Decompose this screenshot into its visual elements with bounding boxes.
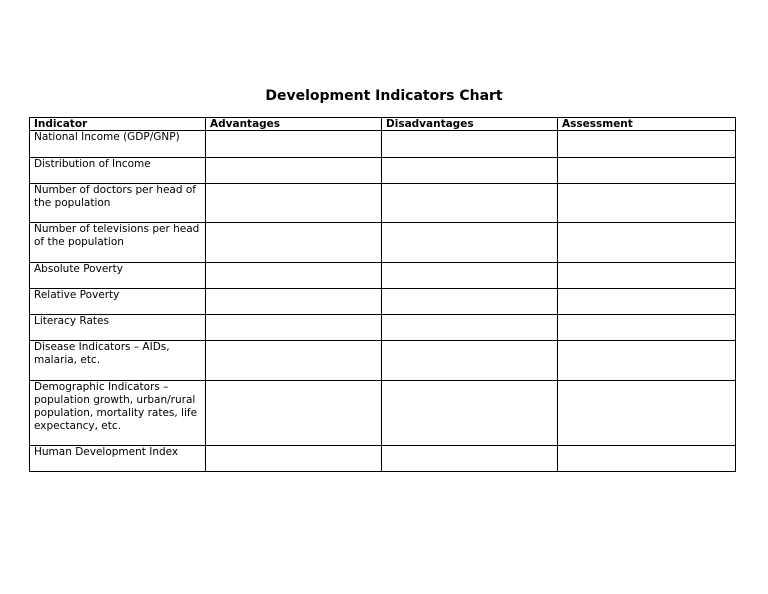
table-row bbox=[30, 315, 736, 341]
indicator-cell: Disease Indicators – AIDs, malaria, etc. bbox=[30, 341, 206, 381]
indicator-cell: Number of doctors per head of the population bbox=[30, 184, 206, 223]
advantages-cell[interactable] bbox=[206, 446, 382, 472]
advantages-cell[interactable] bbox=[206, 289, 382, 315]
advantages-cell[interactable] bbox=[206, 381, 382, 446]
table-row bbox=[30, 381, 736, 446]
assessment-cell[interactable] bbox=[558, 446, 736, 472]
table-row bbox=[30, 289, 736, 315]
table-row bbox=[30, 184, 736, 223]
disadvantages-cell[interactable] bbox=[382, 315, 558, 341]
disadvantages-cell[interactable] bbox=[382, 263, 558, 289]
assessment-cell[interactable] bbox=[558, 289, 736, 315]
indicator-cell: Relative Poverty bbox=[30, 289, 206, 315]
assessment-cell[interactable] bbox=[558, 341, 736, 381]
indicator-cell: Number of televisions per head of the population bbox=[30, 223, 206, 263]
disadvantages-cell[interactable] bbox=[382, 184, 558, 223]
header-disadvantages: Disadvantages bbox=[382, 118, 558, 131]
indicator-cell: Absolute Poverty bbox=[30, 263, 206, 289]
disadvantages-cell[interactable] bbox=[382, 341, 558, 381]
indicator-cell: Literacy Rates bbox=[30, 315, 206, 341]
table-row bbox=[30, 446, 736, 472]
header-assessment: Assessment bbox=[558, 118, 736, 131]
assessment-cell[interactable] bbox=[558, 131, 736, 158]
assessment-cell[interactable] bbox=[558, 381, 736, 446]
disadvantages-cell[interactable] bbox=[382, 131, 558, 158]
disadvantages-cell[interactable] bbox=[382, 381, 558, 446]
table-row bbox=[30, 341, 736, 381]
indicators-table bbox=[29, 117, 736, 472]
advantages-cell[interactable] bbox=[206, 158, 382, 184]
assessment-cell[interactable] bbox=[558, 223, 736, 263]
advantages-cell[interactable] bbox=[206, 341, 382, 381]
disadvantages-cell[interactable] bbox=[382, 289, 558, 315]
table-row bbox=[30, 263, 736, 289]
page-title: Development Indicators Chart bbox=[265, 88, 503, 104]
assessment-cell[interactable] bbox=[558, 158, 736, 184]
header-indicator: Indicator bbox=[30, 118, 206, 131]
advantages-cell[interactable] bbox=[206, 315, 382, 341]
advantages-cell[interactable] bbox=[206, 263, 382, 289]
disadvantages-cell[interactable] bbox=[382, 446, 558, 472]
advantages-cell[interactable] bbox=[206, 184, 382, 223]
indicator-cell: National Income (GDP/GNP) bbox=[30, 131, 206, 158]
table-row bbox=[30, 223, 736, 263]
assessment-cell[interactable] bbox=[558, 184, 736, 223]
assessment-cell[interactable] bbox=[558, 315, 736, 341]
table-header-row bbox=[30, 118, 736, 131]
indicator-cell: Distribution of Income bbox=[30, 158, 206, 184]
disadvantages-cell[interactable] bbox=[382, 223, 558, 263]
disadvantages-cell[interactable] bbox=[382, 158, 558, 184]
assessment-cell[interactable] bbox=[558, 263, 736, 289]
indicator-cell: Demographic Indicators – population growth, urban/rural population, mortality rates, life expectancy, etc. bbox=[30, 381, 206, 446]
advantages-cell[interactable] bbox=[206, 131, 382, 158]
header-advantages: Advantages bbox=[206, 118, 382, 131]
advantages-cell[interactable] bbox=[206, 223, 382, 263]
table-row bbox=[30, 131, 736, 158]
indicator-cell: Human Development Index bbox=[30, 446, 206, 472]
table-row bbox=[30, 158, 736, 184]
